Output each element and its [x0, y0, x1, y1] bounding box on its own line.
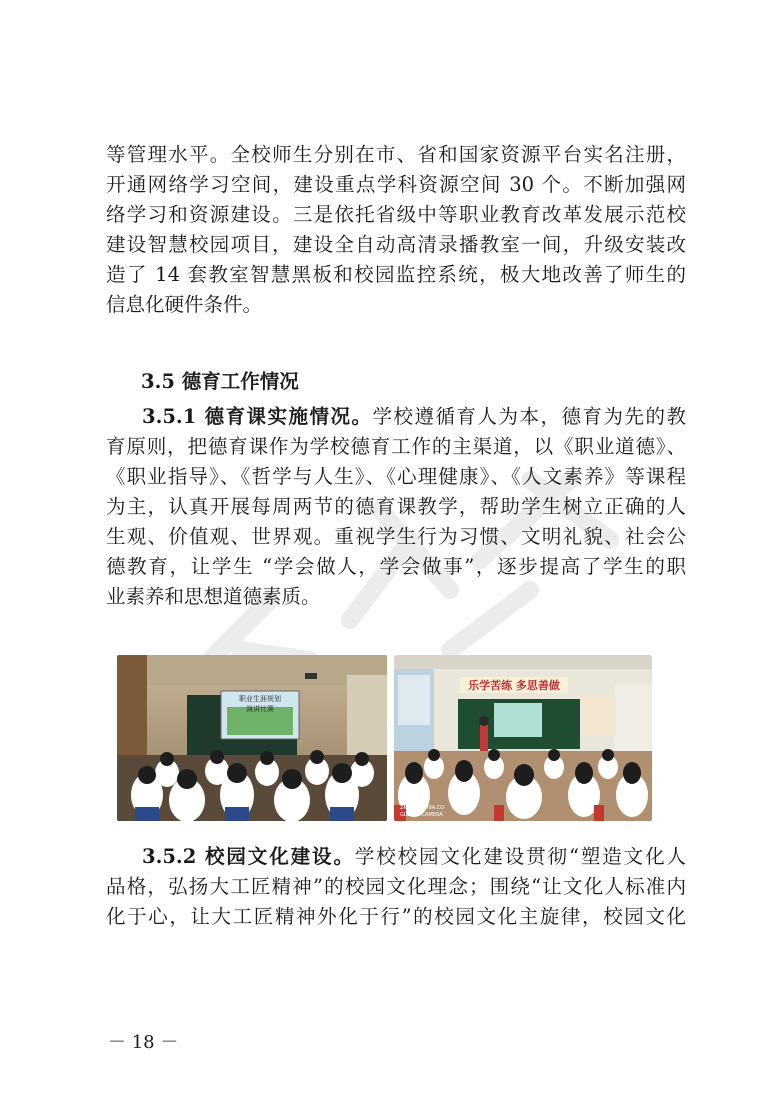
classroom-photo-left: [117, 655, 387, 821]
para3-line-3: 化于心，让大工匠精神外化于行”的校园文化主旋律，校园文化: [106, 905, 686, 928]
para1-line-3: 络学习和资源建设。三是依托省级中等职业教育改革发展示范校: [106, 203, 686, 226]
paragraph-2: [106, 402, 686, 612]
para3-line-1: [106, 842, 686, 872]
para1-line-1: 等管理水平。全校师生分别在市、省和国家资源平台实名注册，: [106, 143, 686, 166]
para1-line-6: 信息化硬件条件。: [106, 293, 263, 316]
para2-first-rest: 学校遵循育人为本，德育为先的教: [372, 405, 686, 428]
classroom-photo-right: [394, 655, 652, 821]
para2-line-1: [106, 402, 686, 432]
para2-line-5: 生观、价值观、世界观。重视学生行为习惯、文明礼貌、社会公: [106, 525, 686, 548]
para2-lead: 3.5.1 德育课实施情况。: [142, 405, 373, 428]
camera-stamp-2: GLOBAL CAMERA: [400, 812, 443, 818]
paragraph-1: [106, 140, 686, 320]
screen-text-2: 演讲比赛: [246, 705, 274, 713]
para1-line-5: 造了 14 套教室智慧黑板和校园监控系统，极大地改善了师生的: [106, 263, 686, 286]
para2-line-7: 业素养和思想道德素质。: [106, 585, 321, 608]
para2-line-3: 《职业指导》、《哲学与人生》、《心理健康》、《人文素养》等课程: [106, 465, 686, 488]
camera-stamp-1: ZKJT.IN 4049A.CO: [400, 805, 445, 811]
para1-line-4: 建设智慧校园项目，建设全自动高清录播教室一间，升级安装改: [106, 233, 686, 256]
para3-lead: 3.5.2 校园文化建设。: [142, 845, 355, 868]
page-number: － 18 －: [108, 1032, 179, 1053]
para3-first-rest: 学校校园文化建设贯彻“塑造文化人: [354, 845, 686, 868]
section-heading: 3.5 德育工作情况: [141, 370, 299, 393]
paragraph-3: [106, 842, 686, 932]
para2-line-2: 育原则，把德育课作为学校德育工作的主渠道，以《职业道德》、: [106, 435, 686, 458]
screen-text-1: 职业生涯规划: [239, 695, 281, 703]
para3-line-2: 品格，弘扬大工匠精神”的校园文化理念；围绕“让文化人标准内: [106, 875, 686, 898]
para2-line-6: 德教育，让学生 “学会做人，学会做事”，逐步提高了学生的职: [106, 555, 686, 578]
para1-line-2: 开通网络学习空间，建设重点学科资源空间 30 个。不断加强网: [106, 173, 686, 196]
banner-text: 乐学苦练 多思善做: [468, 679, 560, 692]
para2-line-4: 为主，认真开展每周两节的德育课教学，帮助学生树立正确的人: [106, 495, 686, 518]
